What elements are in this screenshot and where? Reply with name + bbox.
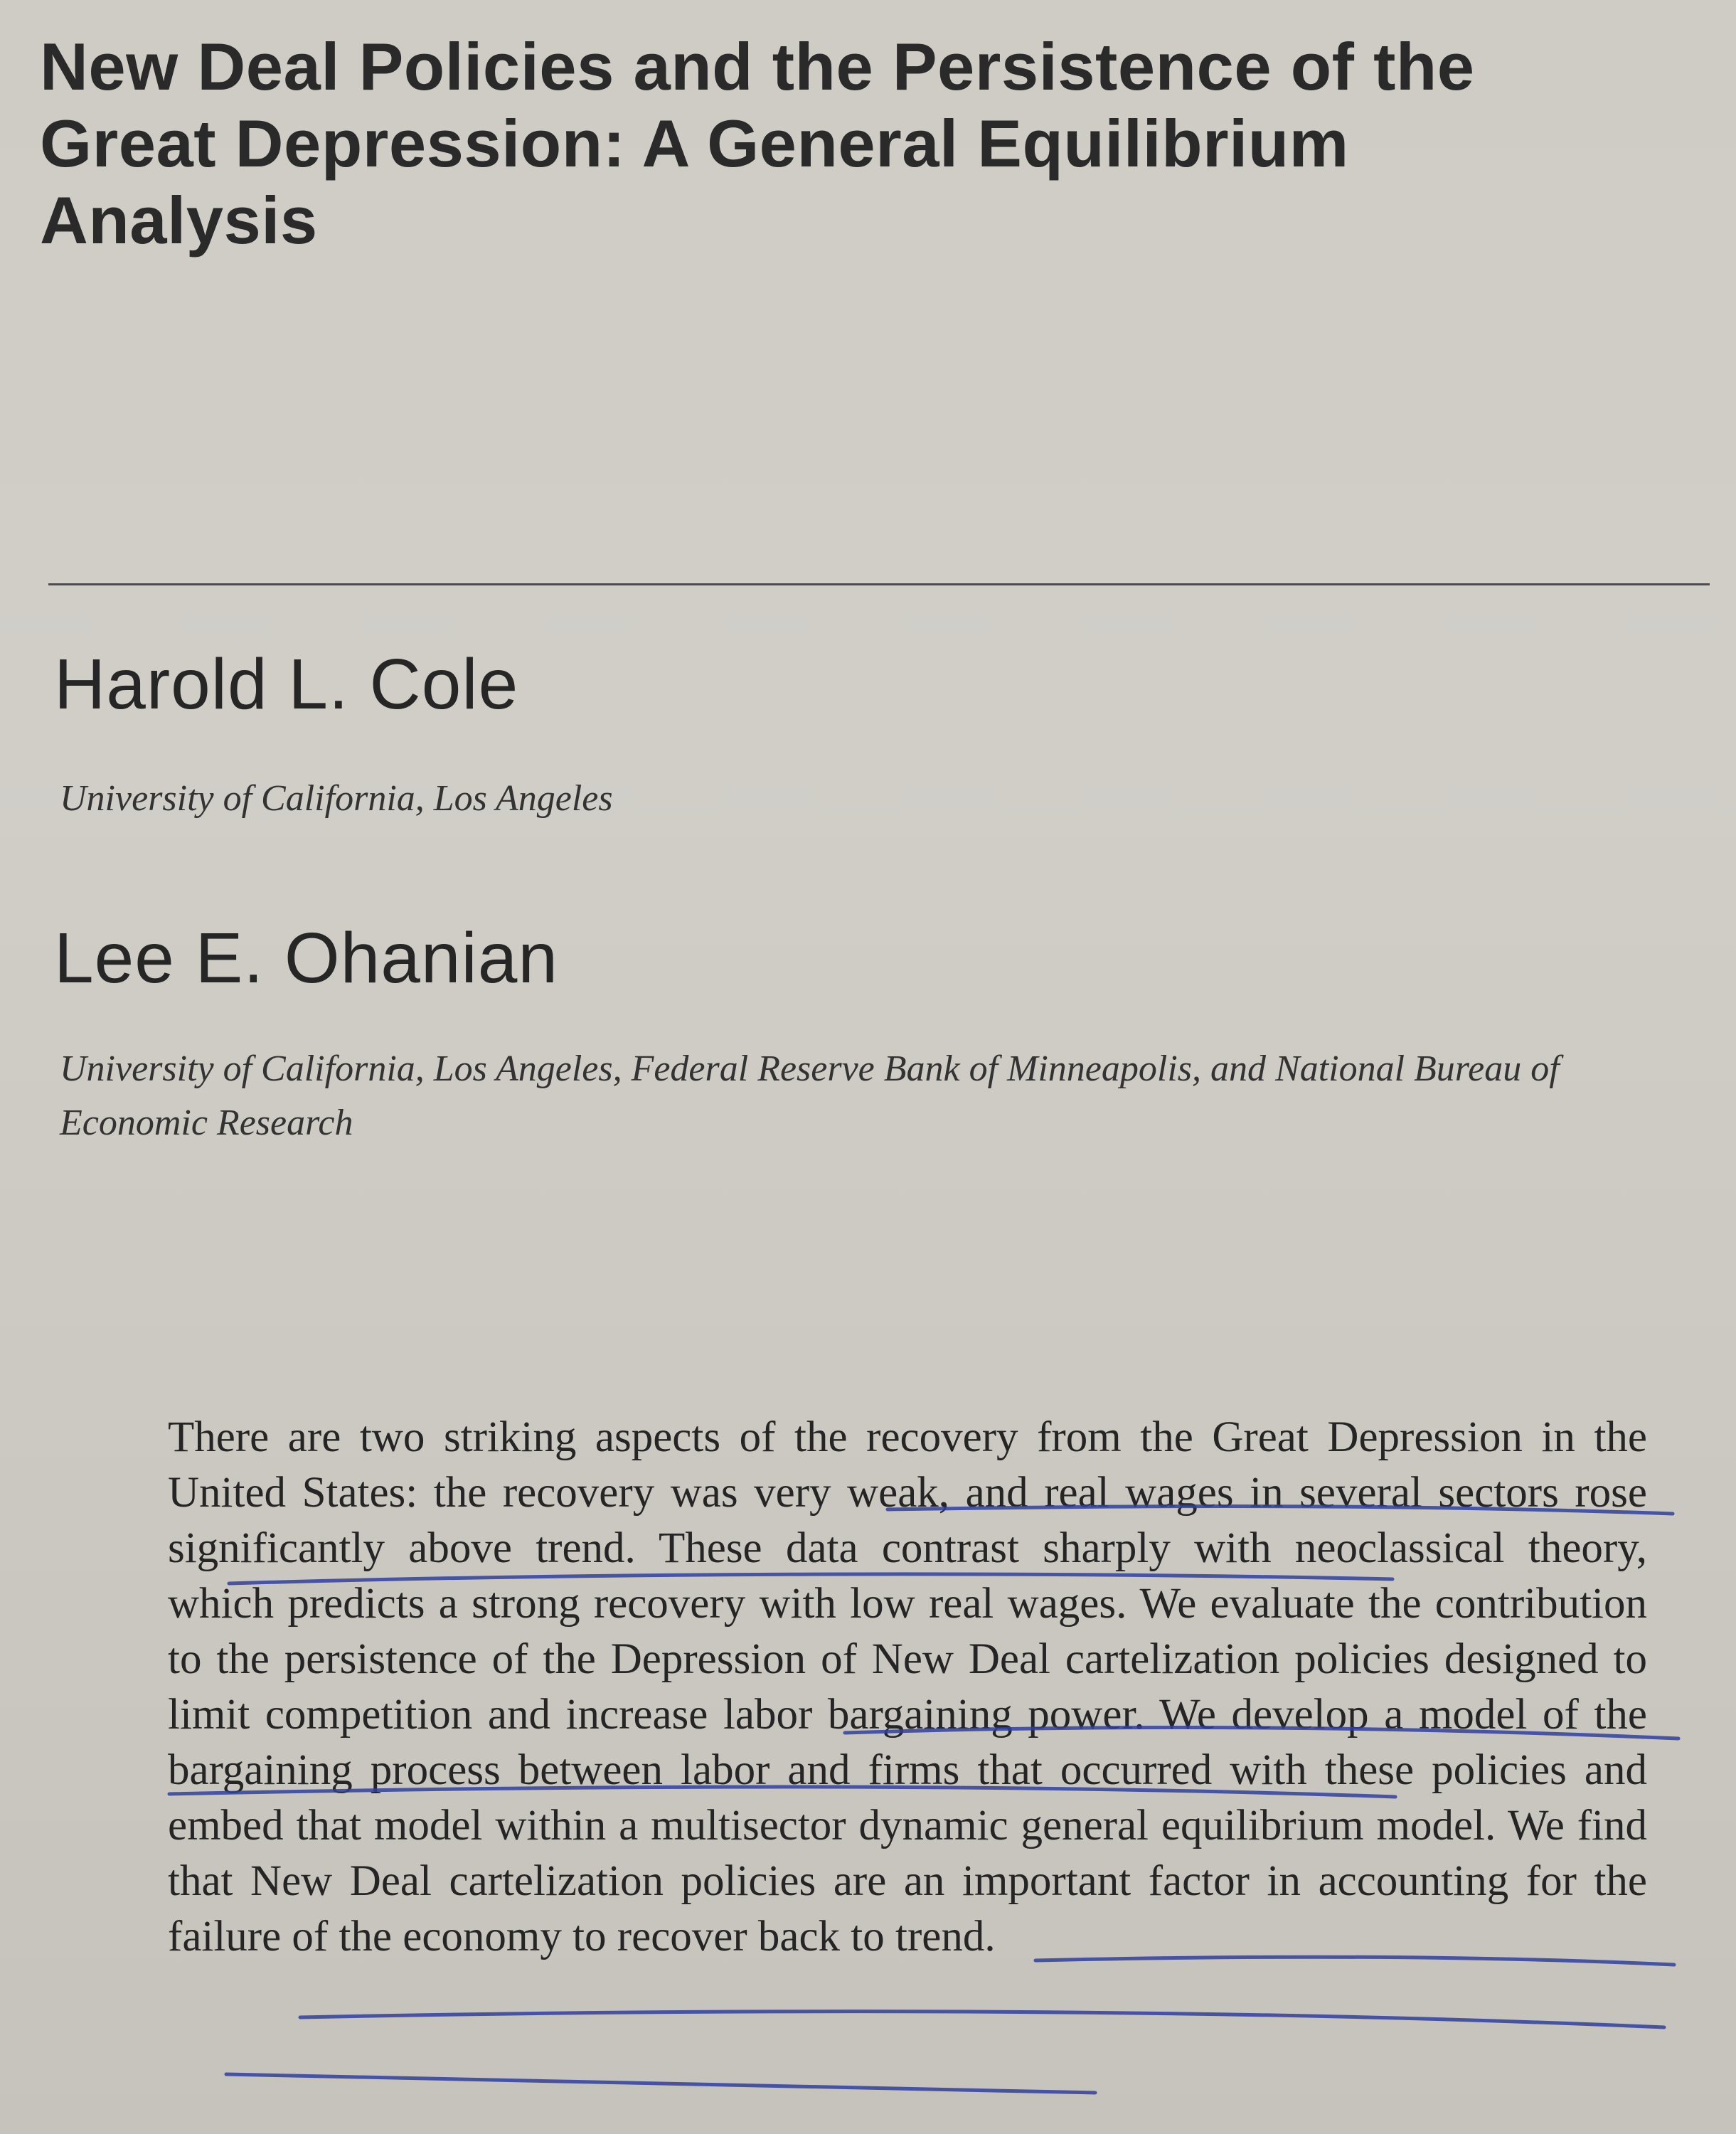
author-affiliation-2: University of California, Los Angeles, Federal Reserve Bank of Minneapolis, and National Bureau of Economic Research [60, 1049, 1560, 1143]
author-affiliation-1: University of California, Los Angeles [60, 778, 613, 819]
title-divider [48, 583, 1710, 585]
paper-title: New Deal Policies and the Persistence of the Great Depression: A General Equilibrium Analysis [40, 29, 1475, 258]
abstract-text: There are two striking aspects of the recovery from the Great Depression in the United States: the recovery was very weak, and real wages in several sectors rose significantly above trend. These data contrast sharply with neoclassical theory, which predicts a strong recovery with low real wages. We evaluate the contribution to the persistence of the Depression of New Deal cartelization policies designed to limit competition and increase labor bargaining power. We develop a model of the bargaining process between labor and firms that occurred with these policies and embed that model within a multisector dynamic general equilibrium model. We find that New Deal cartelization policies are an important factor in accounting for the failure of the economy to recover back to trend. [168, 1413, 1647, 1960]
underline-mark [226, 2074, 1095, 2093]
author-name-1: Harold L. Cole [54, 644, 519, 724]
underline-mark [300, 2012, 1664, 2027]
author-name-2: Lee E. Ohanian [54, 918, 558, 998]
